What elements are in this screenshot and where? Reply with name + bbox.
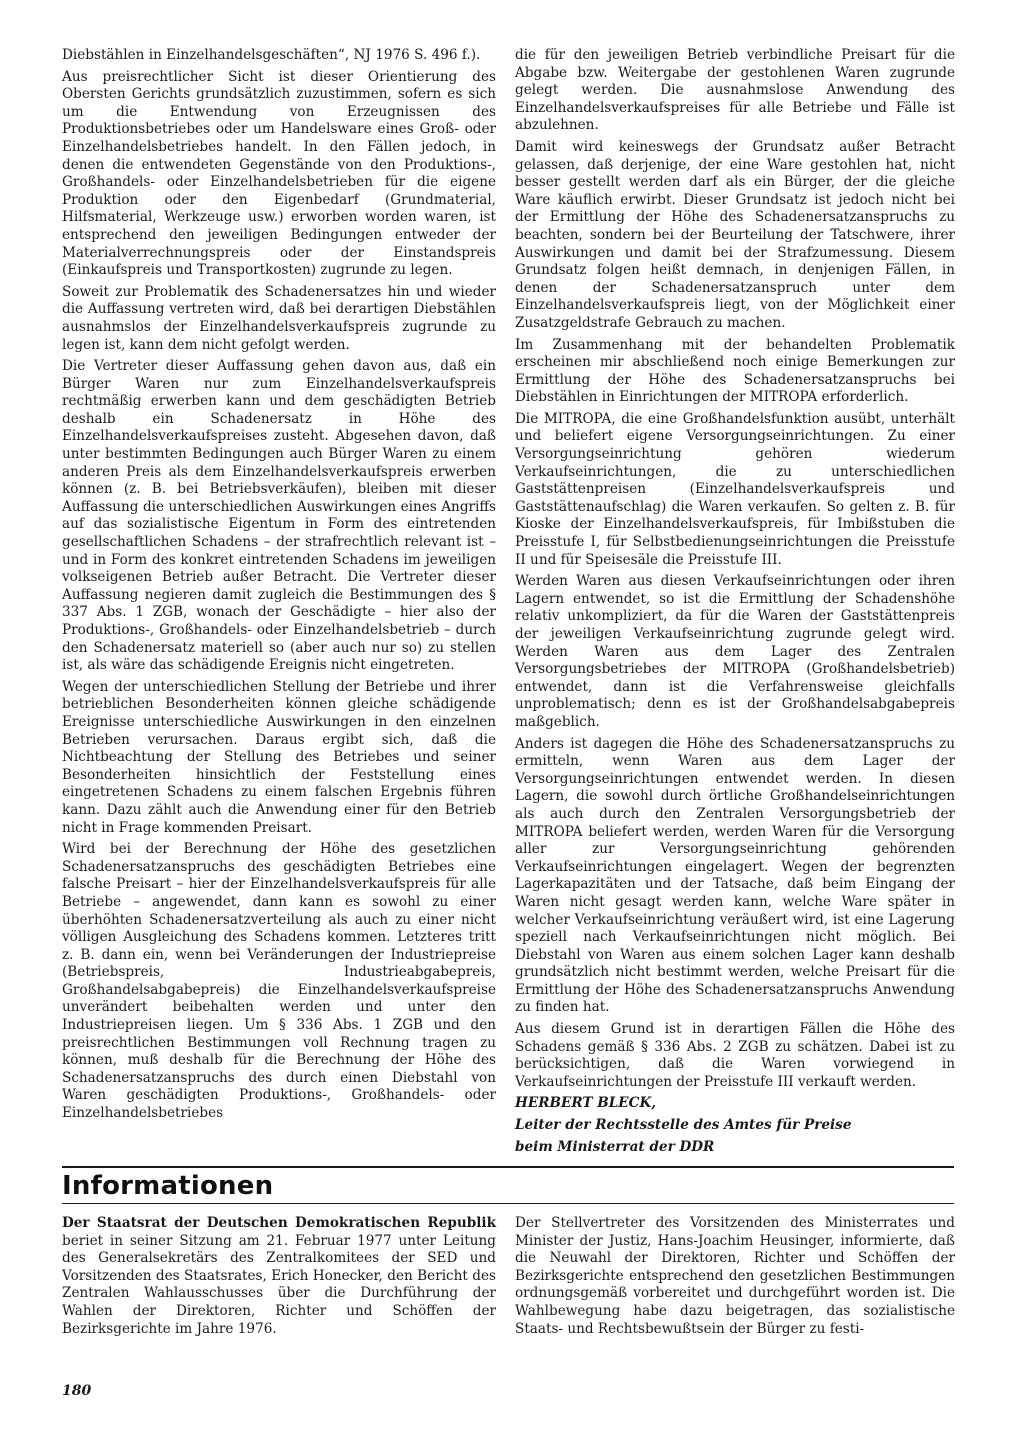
right-column xyxy=(515,47,955,1160)
paragraph: Damit wird keineswegs der Grundsatz außer Betracht gelassen, daß derjenige, der eine Ware gestohlen hat, nicht besser gestellt werden darf als ein Bürger, der die gleiche Ware käuflich erwirbt. Dieser Grundsatz ist jedoch nicht bei der Ermittlung der Höhe des Schadenersatzanspruchs zu beachten, sondern bei der Beurteilung der Tatschwere, ihrer Auswirkungen und damit bei der Strafzumessung. Diesem Grundsatz folgen heißt demnach, in denjenigen Fällen, in denen der Schadenersatzanspruch unter dem Einzelhandelsverkaufspreis liegt, von der Möglichkeit einer Zusatzgeldstrafe Gebrauch zu machen. xyxy=(515,138,955,331)
paragraph: Soweit zur Problematik des Schadenersatzes hin und wieder die Auffassung vertreten wird, daß bei derartigen Diebstählen ausnahmslos der Einzelhandelsverkaufspreis zugrunde zu legen ist, kann dem nicht gefolgt werden. xyxy=(62,283,496,353)
info-body: beriet in seiner Sitzung am 21. Februar 1977 unter Leitung des Generalsekretärs des Zentralkomitees der SED und Vorsitzenden des Staatsrates, Erich Honecker, den Bericht des Zentralen Wahlausschusses über die Durchführung der Wahlen der Direktoren, Richter und Schöffen der Bezirksgerichte im Jahre 1976. xyxy=(62,1232,496,1337)
paragraph: Anders ist dagegen die Höhe des Schadenersatzanspruchs zu ermitteln, wenn Waren aus dem Lager der Versorgungseinrichtungen entwendet werden. In diesen Lagern, die sowohl durch örtliche Großhandelseinrichtungen als auch durch den Zentralen Versorgungsbetrieb der MITROPA beliefert werden, werden Waren für die Versorgung aller zur Versorgungseinrichtung gehörenden Verkaufseinrichtungen eingelagert. Wegen der begrenzten Lagerkapazitäten und der Tatsache, daß beim Eingang der Waren nicht gesagt werden kann, welche Ware später in welcher Verkaufseinrichtung veräußert wird, ist eine Lagerung speziell nach Verkaufseinrichtungen nicht möglich. Bei Diebstahl von Waren aus einem solchen Lager kann deshalb grundsätzlich nicht bestimmt werden, welche Preisart für die Ermittlung der Höhe des Schadenersatzanspruchs Anwendung zu finden hat. xyxy=(515,735,955,1016)
info-paragraph: Der Stellvertreter des Vorsitzenden des Ministerrates und Minister der Justiz, Hans-Joachim Heusinger, informierte, daß die Neuwahl der Direktoren, Richter und Schöffen der Bezirksgerichte entsprechend den gesetzlichen Bestimmungen ordnungsgemäß vorbereitet und durchgeführt worden ist. Die Wahlbewegung habe dazu beigetragen, das sozialistische Staats- und Rechtsbewußtsein der Bürger zu festi- xyxy=(515,1215,955,1337)
author-role: Leiter der Rechtsstelle des Amtes für Preise xyxy=(515,1117,852,1134)
section-divider-bottom xyxy=(62,1203,954,1204)
paragraph: Die Vertreter dieser Auffassung gehen davon aus, daß ein Bürger Waren nur zum Einzelhandelsverkaufspreis rechtmäßig erwerben kann und dem geschädigten Betrieb deshalb ein Schadenersatz in Höhe des Einzelhandelsverkaufspreises zusteht. Abgesehen davon, daß unter bestimmten Bedingungen auch Bürger Waren zu einem anderen Preis als dem Einzelhandelsverkaufspreis erwerben können (z. B. bei Betriebsverkäufen), bleiben mit dieser Auffassung die unterschiedlichen Auswirkungen eines Angriffs auf das sozialistische Eigentum in Form des eintretenden gesellschaftlichen Schadens – der strafrechtlich relevant ist – und in Form des konkret eintretenden Schadens im jeweiligen volkseigenen Betrieb außer Betracht. Die Vertreter dieser Auffassung negieren damit zugleich die Bestimmungen des § 337 Abs. 1 ZGB, wonach der Geschädigte – hier also der Produktions-, Großhandels- oder Einzelhandelsbetrieb – durch den Schadenersatz materiell so (aber auch nur so) zu stellen ist, als wäre das schädigende Ereignis nicht eingetreten. xyxy=(62,358,496,674)
info-left-column xyxy=(62,1215,496,1338)
paragraph: Die MITROPA, die eine Großhandelsfunktion ausübt, unterhält und beliefert eigene Versorgungseinrichtungen. Zu einer Versorgungseinrichtung gehören wiederum Verkaufseinrichtungen, die zu unterschiedlichen Gaststättenpreisen (Einzelhandelsverkaufspreis und Gaststättenaufschlag) die Waren verkaufen. So gelten z. B. für Kioske der Einzelhandelsverkaufspreis, für Imbißstuben die Preisstufe I, für Selbstbedienungseinrichtungen die Preisstufe II und für Speisesäle die Preisstufe III. xyxy=(515,410,955,568)
paragraph: Werden Waren aus diesen Verkaufseinrichtungen oder ihren Lagern entwendet, so ist die Ermittlung der Schadenshöhe relativ unkompliziert, da für die Waren der Gaststättenpreis der jeweiligen Verkaufseinrichtung zugrunde gelegt wird. Werden Waren aus dem Lager des Zentralen Versorgungsbetriebes der MITROPA (Großhandelsbetrieb) entwendet, dann ist die Verfahrensweise gleichfalls unproblematisch; denn es ist der Großhandelsabgabepreis maßgeblich. xyxy=(515,573,955,730)
page-number: 180 xyxy=(62,1383,92,1399)
info-lead: Der Staatsrat der Deutschen Demokratischen Republik xyxy=(62,1215,496,1231)
section-title: Informationen xyxy=(62,1171,274,1201)
paragraph: Im Zusammenhang mit der behandelten Problematik erscheinen mir abschließend noch einige Bemerkungen zur Ermittlung der Höhe des Schadenersatzanspruchs bei Diebstählen in Einrichtungen der MITROPA erforderlich. xyxy=(515,336,955,406)
paragraph: Aus preisrechtlicher Sicht ist dieser Orientierung des Obersten Gerichts grundsätzlich zuzustimmen, sofern es sich um die Entwendung von Erzeugnissen des Produktionsbetriebes oder um Handelsware eines Groß- oder Einzelhandelsbetriebes handelt. In den Fällen jedoch, in denen die entwendeten Gegenstände von den Produktions-, Großhandels- oder Einzelhandelsbetrieben für die eigene Produktion oder den Eigenbedarf (Grundmaterial, Hilfsmaterial, Werkzeuge usw.) erworben worden waren, ist entsprechend den jeweiligen Bedingungen entweder der Materialverrechnungspreis oder der Einstandspreis (Einkaufspreis und Transportkosten) zugrunde zu legen. xyxy=(62,68,496,279)
left-column xyxy=(62,47,496,1127)
info-right-column xyxy=(515,1215,955,1338)
author-affiliation: beim Ministerrat der DDR xyxy=(515,1138,715,1155)
paragraph: die für den jeweiligen Betrieb verbindliche Preisart für die Abgabe bzw. Weitergabe der gestohlenen Waren zugrunde gelegt werden. Die ausnahmslose Anwendung des Einzelhandelsverkaufspreises für alle Betriebe und Fälle ist abzulehnen. xyxy=(515,47,955,134)
info-paragraph xyxy=(62,1215,496,1338)
paragraph: Diebstählen in Einzelhandelsgeschäften“, NJ 1976 S. 496 f.). xyxy=(62,47,481,63)
author-name: HERBERT BLECK, xyxy=(515,1095,657,1112)
paragraph: Wird bei der Berechnung der Höhe des gesetzlichen Schadenersatzanspruchs des geschädigten Betriebes eine falsche Preisart – hier der Einzelhandelsverkaufspreis für alle Betriebe – angewendet, dann kann es sowohl zu einer überhöhten Schadenersatzverteilung als auch zu einer nicht völligen Ausgleichung des Schadens kommen. Letzteres tritt z. B. dann ein, wenn bei Veränderungen der Industriepreise (Betriebspreis, Industrieabgabepreis, Großhandelsabgabepreis) die Einzelhandelsverkaufspreise unverändert beibehalten werden und unter den Industriepreisen liegen. Um § 336 Abs. 1 ZGB und den preisrechtlichen Bestimmungen voll Rechnung tragen zu können, muß deshalb für die Berechnung der Höhe des Schadenersatzanspruchs des durch einen Diebstahl von Waren geschädigten Produktions-, Großhandels- oder Einzelhandelsbetriebes xyxy=(62,841,496,1122)
paragraph: Aus diesem Grund ist in derartigen Fällen die Höhe des Schadens gemäß § 336 Abs. 2 ZGB zu schätzen. Dabei ist zu berücksichtigen, daß die Waren vorwiegend in Verkaufseinrichtungen der Preisstufe III verkauft werden. xyxy=(515,1021,955,1090)
paragraph: Wegen der unterschiedlichen Stellung der Betriebe und ihrer betrieblichen Besonderheiten können gleiche schädigende Ereignisse unterschiedliche Auswirkungen in den einzelnen Betrieben verursachen. Daraus ergibt sich, daß die Nichtbeachtung der Stellung des Betriebes und seiner Besonderheiten hinsichtlich der Feststellung eines eingetretenen Schadens zu einem falschen Ergebnis führen kann. Dazu zählt auch die Anwendung einer für den Betrieb nicht in Frage kommenden Preisart. xyxy=(62,678,496,836)
section-divider-top xyxy=(62,1166,954,1168)
